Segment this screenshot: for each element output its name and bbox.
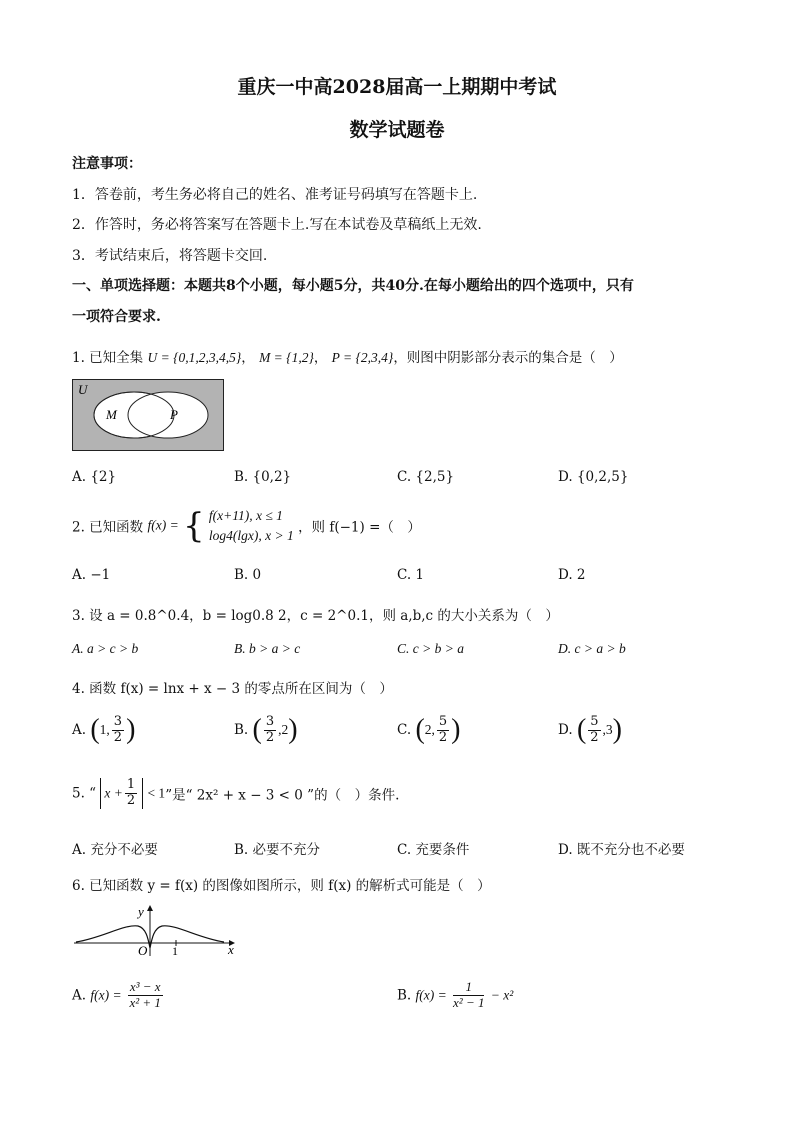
note-item-2: 2．作答时，务必将答案写在答题卡上.写在本试卷及草稿纸上无效. xyxy=(72,217,482,233)
q4-option-d[interactable]: D. ( $\frac{5}{2}$ ,3) xyxy=(558,713,622,745)
q4-option-a[interactable]: A. (1, $\frac{3}{2}$ ) xyxy=(72,713,136,745)
q6-option-a[interactable]: A. f(x) = $\frac{\text{x³ − x}}{\text{x² + 1}}$ xyxy=(72,979,161,1010)
q6-option-b[interactable]: B. f(x) = $\frac{1}{\text{x² − 1}}$ − x² xyxy=(397,979,514,1010)
graph-label-y: y xyxy=(138,904,144,919)
question-6: 6. 已知函数 y = f(x) 的图像如图所示，则 f(x) 的解析式可能是（ ） xyxy=(72,878,491,894)
q5-option-d[interactable]: D. 既不充分也不必要 xyxy=(558,842,685,858)
graph-tick-1: 1 xyxy=(172,944,178,958)
q5-absolute-value: x + $\frac{1}{2}$ xyxy=(100,778,143,809)
note-item-3: 3．考试结束后，将答题卡交回. xyxy=(72,248,268,264)
q2-piecewise xyxy=(209,506,294,545)
question-4: 4. 函数 f(x) = lnx + x − 3 的零点所在区间为（ ） xyxy=(72,681,393,697)
q1-set-p: P = {2,3,4} xyxy=(331,350,394,365)
section1-line2: 一项符合要求. xyxy=(72,309,161,325)
q1-set-u: U = {0,1,2,3,4,5} xyxy=(147,350,242,365)
venn-label-m: M xyxy=(106,407,117,422)
q2-lead: 2. 已知函数 xyxy=(72,519,144,536)
section1-line1: 一、单项选择题：本题共8个小题，每小题5分，共40分.在每小题给出的四个选项中，只有 xyxy=(72,278,634,294)
q1-option-a[interactable]: A. {2} xyxy=(72,469,117,485)
question-5: 5. “ x + $\frac{1}{2}$ < 1”是“ 2x² + x − 3 < 0 ”的（ ）条件. xyxy=(72,777,400,808)
venn-diagram xyxy=(72,379,224,451)
exam-title: 重庆一中高2028届高一上期期中考试 xyxy=(237,76,557,98)
q1-option-b[interactable]: B. {0,2} xyxy=(234,469,292,485)
q3-option-b[interactable]: B. b > a > c xyxy=(234,641,301,656)
q2-option-d[interactable]: D. 2 xyxy=(558,567,586,583)
notes-heading: 注意事项： xyxy=(72,156,142,172)
venn-label-u: U xyxy=(78,382,88,397)
q2-option-c[interactable]: C. 1 xyxy=(397,567,425,583)
q1-tail: ，则图中阴影部分表示的集合是（ ） xyxy=(393,350,623,366)
function-graph xyxy=(72,902,240,958)
question-3: 3. 设 a = 0.8^0.4，b = log0.8 2，c = 2^0.1，则 a,b,c 的大小关系为（ ） xyxy=(72,608,559,624)
q2-fx: f(x) = xyxy=(147,517,179,533)
q5-option-b[interactable]: B. 必要不充分 xyxy=(234,842,321,858)
note-item-1: 1．答卷前，考生务必将自己的姓名、准考证号码填写在答题卡上. xyxy=(72,187,478,203)
q2-tail: ，则 f(−1) =（ ） xyxy=(298,519,421,536)
question-2: 2. 已知函数 f(x) = { f(x+11), x ≤ 1 log4(lgx), x > 1 ，则 f(−1) =（ ） xyxy=(72,505,421,546)
question-1: 1. 已知全集 U = {0,1,2,3,4,5}， M = {1,2}， P = {2,3,4}，则图中阴影部分表示的集合是（ ） xyxy=(72,350,623,366)
q3-option-c[interactable]: C. c > b > a xyxy=(397,641,464,656)
q4-option-b[interactable]: B. ( $\frac{3}{2}$ ,2) xyxy=(234,713,298,745)
q1-lead: 1. 已知全集 xyxy=(72,350,144,366)
q2-option-b[interactable]: B. 0 xyxy=(234,567,262,583)
q4-option-c[interactable]: C. (2, $\frac{5}{2}$ ) xyxy=(397,713,461,745)
q2-case-1: f(x+11), x ≤ 1 xyxy=(208,508,283,523)
q1-option-c[interactable]: C. {2,5} xyxy=(397,469,455,485)
q5-option-c[interactable]: C. 充要条件 xyxy=(397,842,470,858)
q3-option-d[interactable]: D. c > a > b xyxy=(558,641,626,656)
q1-set-m: M = {1,2} xyxy=(259,350,314,365)
q2-option-a[interactable]: A. −1 xyxy=(72,567,111,583)
q1-option-d[interactable]: D. {0,2,5} xyxy=(558,469,629,485)
exam-subtitle: 数学试题卷 xyxy=(349,119,445,141)
q3-option-a[interactable]: A. a > c > b xyxy=(72,641,139,656)
venn-set-p-ellipse xyxy=(128,392,208,438)
graph-label-origin: O xyxy=(138,943,148,958)
q5-option-a[interactable]: A. 充分不必要 xyxy=(72,842,158,858)
graph-label-x: x xyxy=(228,942,234,957)
q2-case-2: log4(lgx), x > 1 xyxy=(208,527,294,543)
venn-label-p: P xyxy=(170,407,178,422)
